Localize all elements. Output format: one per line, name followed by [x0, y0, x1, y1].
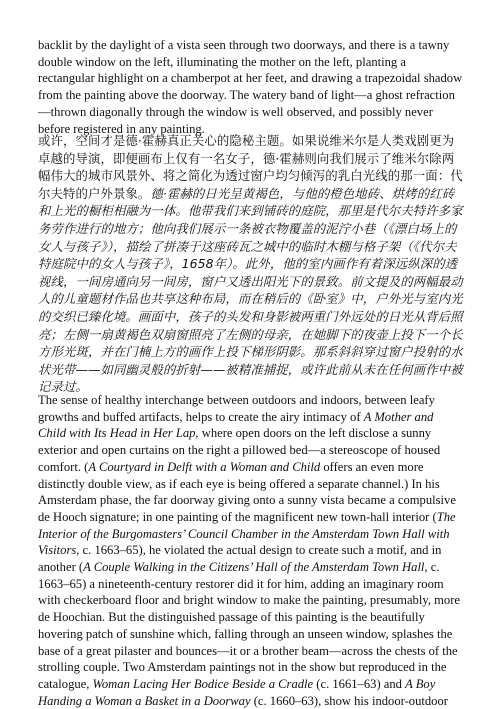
text-segment: c. 1663–65) a nineteenth-century restorer did it for him, adding an imaginary room with checkerboard floor and bright window to make the painting, presumably, more de Hoochian. But the distinguished passage of this painting is the beautifully hovering patch of sunshine which, falling through an unseen window, splashes the base of a great pilaster and bounces—it or a brother beam—across the chests of the strolling couple. Two Amsterdam paintings not in the show but reproduced in the catalogue, — [38, 560, 461, 691]
text-segment: (c. 1660–63), show his indoor-outdoor — [250, 693, 448, 708]
text-segment: c. 1663–65), he violated the actual design to create such a motif, and in another ( — [38, 543, 442, 575]
paragraph-chinese — [38, 132, 464, 396]
paragraph-english-top — [38, 37, 464, 137]
italic-text-segment: A Couple Walking in the Citizens’ Hall of the Amsterdam Town Hall, — [83, 560, 428, 575]
italic-text-segment: Woman Lacing Her Bodice Beside a Cradle — [92, 676, 314, 691]
paragraph-english-main — [38, 392, 464, 709]
italic-text-segment: A Mother and Child with Its Head in Her Lap, — [38, 409, 434, 441]
text-segment: The sense of healthy interchange between outdoors and indoors, between leafy growths and buffed artifacts, helps to create the airy intimacy of — [38, 393, 435, 424]
italic-text-segment: A Courtyard in Delft with a Woman and Child — [88, 459, 321, 474]
italic-text-segment: A Boy Handing a Woman a Basket in a Doorway — [38, 676, 436, 708]
italic-text-segment: 德·霍赫的日光呈黄褐色，与他的橙色地砖、烘烤的红砖和上光的橱柜相融为一体。他带我们来到铺砖的庭院，那里是代尔夫特许多家务劳作进行的地方；他向我们展示一条被衣物覆盖的泥泞小巷（《漂白场上的女人与孩子》），描绘了拼凑于这座砖瓦之城中的临时木棚与格子架（《代尔夫特庭院中的女人与孩子》，1658年）。此外，他的室内画作有着深远纵深的透视线，一间房通向另一间房，窗户又透出阳光下的景致。前文提及的两幅最动人的儿童题材作品也共享这种布局，而在稍后的《卧室》中，户外光与室内光的交织已臻化境。画面中，孩子的头发和身影被两重门外远处的日光从背后照亮；左侧一扇黄褐色双扇窗照亮了左侧的母亲，在她脚下的夜壶上投下一个长方形光斑，并在门楠上方的画作上投下梯形阴影。那系斜斜穿过窗户投射的水状光带——如同幽灵般的折射——被精准捕捉，或许此前从未在任何画作中被记录过。 — [38, 185, 463, 395]
text-segment: where open doors on the left disclose a sunny exterior and open curtains on the right a pillowed bed—a stereoscope of housed comfort. ( — [38, 426, 441, 474]
text-segment: offers an even more distinctly double view, as if each eye is being offered a separate channel.) In his Amsterdam phase, the far doorway giving onto a sunny vista became a compulsive de Hooch signature; in one painting of the magnificent new town-hall interior ( — [38, 459, 456, 524]
italic-text-segment: The Interior of the Burgomasters’ Council Chamber in the Amsterdam Town Hall with Visitors, — [38, 509, 456, 558]
text-segment: (c. 1661–63) and — [313, 676, 406, 691]
text-segment: backlit by the daylight of a vista seen through two doorways, and there is a tawny double window on the left, illuminating the mother on the left, planting a rectangular highlight on a chamberpot at her feet, and drawing a trapezoidal shadow from the painting above the doorway. The watery band of light—a ghost refraction—thrown diagonally through the window is well observed, and possibly never before registered in any painting. — [38, 38, 463, 136]
text-segment: 或许，空间才是德·霍赫真正关心的隐秘主题。如果说维米尔是人类戏剧更为卓越的导演，即便画布上仅有一名女子，德·霍赫则向我们展示了维米尔除两幅伟大的城市风景外、将之简化为透过窗户均匀倾泻的乳白光线的那一面：代尔夫特的户外景象。 — [38, 133, 463, 201]
